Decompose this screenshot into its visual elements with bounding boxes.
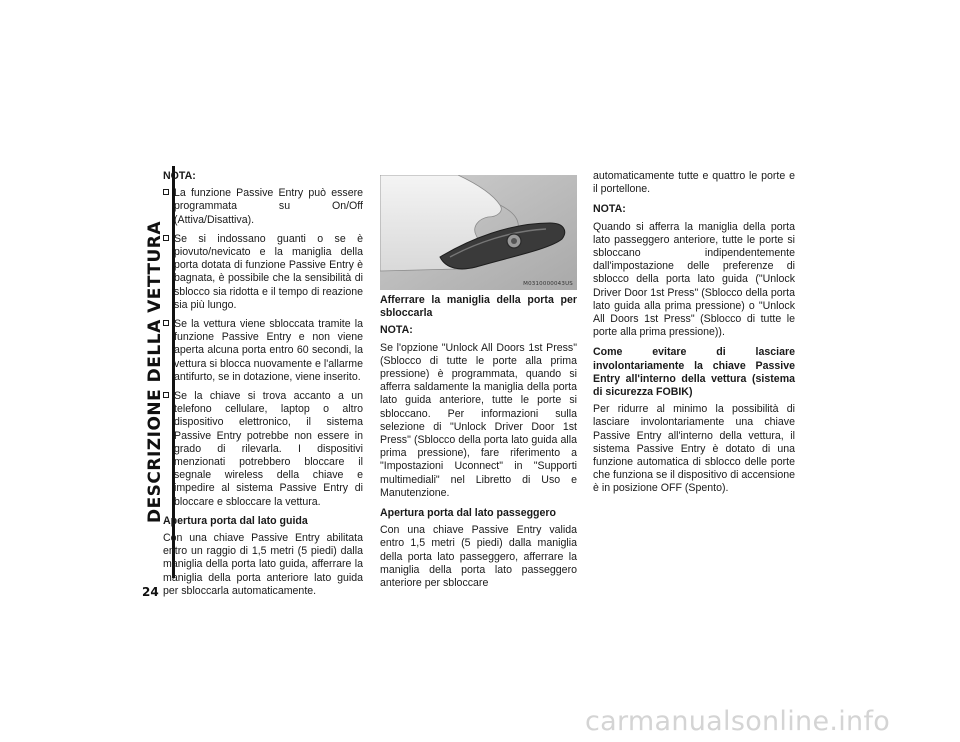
heading-driver-door: Apertura porta dal lato guida (163, 514, 308, 527)
section-title-text: DESCRIZIONE DELLA VETTURA (145, 220, 165, 524)
hand-on-door-handle-illustration (380, 175, 577, 290)
list-item-text: Se si indossano guanti o se è piovuto/nevicato e la maniglia della porta dotata di funzione Passive Entry è bagnata, è possibile che la sensibilità di sblocco sia ridotta e il tempo di reazione sia più lungo. (174, 232, 363, 311)
continuation-text: automaticamente tutte e quattro le porte e il portellone. (593, 170, 795, 196)
list-item-text: Se la chiave si trova accanto a un telefono cellulare, laptop o altro dispositivo elettronico, il sistema Passive Entry potrebbe non essere in grado di rilevarla. I dispositivi menzionati potrebbero bloccare il segnale wireless della chiave e impedire al sistema Passive Entry di bloccare e sbloccare la vettura. (174, 390, 363, 508)
note-label: NOTA: (163, 170, 196, 182)
page-number: 24 (142, 585, 159, 599)
note-label: NOTA: (593, 203, 626, 216)
column-middle (380, 294, 577, 597)
column-right (593, 170, 795, 503)
watermark: carmanualsonline.info (585, 706, 891, 737)
photo-caption: Afferrare la maniglia della porta per sbloccarla (380, 294, 577, 320)
door-handle-photo (380, 175, 577, 290)
checkbox-bullet-icon (163, 189, 169, 195)
heading-passenger-door: Apertura porta dal lato passeggero (380, 507, 557, 520)
list-item (163, 187, 363, 227)
paragraph-passenger-door: Con una chiave Passive Entry valida entro 1,5 metri (5 piedi) dalla maniglia della porta lato passeggero, afferrare la maniglia della porta lato passeggero anteriore per sbloccare (380, 524, 577, 590)
list-item (163, 390, 363, 509)
checkbox-bullet-icon (163, 320, 169, 326)
heading-fobik: Come evitare di lasciare involontariamente la chiave Passive Entry all'interno della vettura (sistema di sicurezza FOBIK) (593, 346, 795, 399)
checkbox-bullet-icon (163, 392, 169, 398)
column-left (163, 170, 363, 605)
list-item-text: La funzione Passive Entry può essere programmata su On/Off (Attiva/Disattiva). (174, 187, 363, 226)
list-item (163, 318, 363, 384)
checkbox-bullet-icon (163, 235, 169, 241)
note-text: Se l'opzione "Unlock All Doors 1st Press" (Sblocco di tutte le porte alla prima pressione) è programmata, quando si afferra saldamente la maniglia della porta lato guida anteriore, tutte le porte si sbloccano. Per informazioni sulla selezione di "Unlock Driver Door 1st Press" (Sblocco della porta lato guida alla prima pressione), fare riferimento a "Impostazioni Uconnect" in "Supporti multimediali" nel Libretto di Uso e Manutenzione. (380, 341, 577, 499)
paragraph-fobik: Per ridurre al minimo la possibilità di lasciare involontariamente una chiave Passive Entry all'interno della vettura, il sistema Passive Entry è dotato di una funzione automatica di sblocco delle porte che funziona se il dispositivo di accensione è in posizione OFF (Spento). (593, 403, 795, 495)
list-item-text: Se la vettura viene sbloccata tramite la funzione Passive Entry e non viene aperta alcuna porta entro 60 secondi, la vettura si blocca nuovamente e l'allarme antifurto, se in dotazione, viene inserito. (174, 318, 363, 383)
list-item (163, 233, 363, 312)
paragraph-driver-door: Con una chiave Passive Entry abilitata entro un raggio di 1,5 metri (5 piedi) dalla maniglia della porta lato guida, afferrare la maniglia della porta anteriore lato guida per sbloccarla automaticamente. (163, 532, 363, 597)
note-label: NOTA: (380, 324, 413, 337)
image-code: M0310000043US (523, 281, 573, 287)
note-text: Quando si afferra la maniglia della porta lato passeggero anteriore, tutte le porte si sbloccano indipendentemente dall'impostazione delle preferenze di sblocco della porta lato guida ("Unlock Driver Door 1st Press" (Sblocco della porta lato guida alla prima pressione) o "Unlock All Doors 1st Press" (Sblocco di tutte le porte alla prima pressione)). (593, 220, 795, 339)
